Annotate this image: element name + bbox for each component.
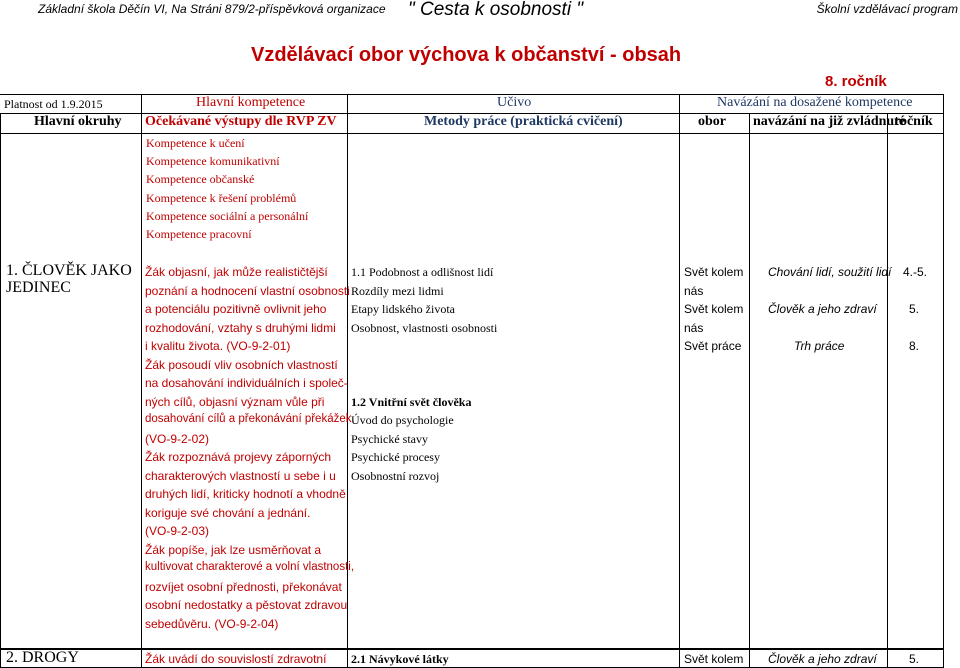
expected-outcome: a potenciálu pozitivně ovlivnit jeho [145, 302, 327, 316]
curriculum-item: 1.2 Vnitřní svět člověka [351, 395, 472, 409]
header-link-achieved: navázání na již zvládnuté [753, 114, 906, 129]
link-grade: 4.-5. [903, 265, 928, 279]
link-subject: nás [684, 284, 704, 298]
competence-item: Kompetence k učení [146, 136, 245, 150]
header-grade: ročník [894, 114, 933, 129]
link-topic: Člověk a jeho zdraví [768, 302, 877, 316]
link-subject: Svět kolem [684, 265, 744, 279]
curriculum-item: Rozdíly mezi lidmi [351, 284, 444, 298]
link-subject: Svět kolem [684, 302, 744, 316]
link-subject: nás [684, 321, 704, 335]
competence-item: Kompetence pracovní [146, 227, 252, 241]
expected-outcome: sebedůvěru. (VO-9-2-04) [145, 617, 279, 631]
expected-outcome: rozhodování, vztahy s druhými lidmi [145, 321, 336, 335]
curriculum-item: 2.1 Návykové látky [351, 652, 449, 666]
link-topic: Člověk a jeho zdraví [768, 652, 877, 666]
header-key-competences: Hlavní kompetence [196, 95, 306, 110]
expected-outcome: Žák popíše, jak lze usměrňovat a [145, 543, 322, 557]
competence-item: Kompetence občanské [146, 172, 255, 186]
school-name: Základní škola Děčín VI, Na Stráni 879/2-příspěvková organizace [38, 2, 386, 16]
section-title: 1. ČLOVĚK JAKO [6, 262, 132, 279]
grade-label: 8. ročník [825, 73, 887, 90]
link-subject: Svět kolem [684, 652, 744, 666]
curriculum-item: Etapy lidského života [351, 302, 455, 316]
valid-from: Platnost od 1.9.2015 [4, 97, 103, 111]
curriculum-item: Psychické stavy [351, 432, 428, 446]
expected-outcome: ných cílů, objasní význam vůle při [145, 395, 325, 409]
competence-item: Kompetence sociální a personální [146, 209, 309, 223]
expected-outcome: i kvalitu života. (VO-9-2-01) [145, 339, 291, 353]
expected-outcome: (VO-9-2-03) [145, 524, 210, 538]
expected-outcome: rozvíjet osobní přednosti, překonávat [145, 580, 342, 594]
curriculum-item: Úvod do psychologie [351, 413, 454, 427]
header-expected-outcomes: Očekávané výstupy dle RVP ZV [145, 114, 337, 129]
expected-outcome: charakterových vlastností u sebe i u [145, 469, 336, 483]
header-methods: Metody práce (praktická cvičení) [424, 114, 623, 129]
expected-outcome: kultivovat charakterové a volní vlastnosti, [145, 561, 355, 573]
link-topic: Chování lidí, soužití lidí [768, 265, 892, 279]
expected-outcome: (VO-9-2-02) [145, 432, 210, 446]
link-grade: 5. [909, 652, 920, 666]
competence-item: Kompetence k řešení problémů [146, 191, 297, 205]
expected-outcome: Žák objasní, jak může realističtější [145, 265, 328, 279]
section-title: JEDINEC [6, 279, 71, 296]
header-links: Navázání na dosažené kompetence [717, 95, 913, 110]
link-topic: Trh práce [794, 339, 845, 353]
competence-item: Kompetence komunikativní [146, 154, 280, 168]
program-type: Školní vzdělávací program [816, 2, 958, 16]
expected-outcome: dosahování cílů a překonávání překážek. [145, 413, 355, 425]
program-name: " Cesta k osobnosti " [408, 0, 584, 20]
expected-outcome: Žák posoudí vliv osobních vlastností [145, 358, 338, 372]
expected-outcome: koriguje své chování a jednání. [145, 506, 311, 520]
link-grade: 8. [909, 339, 920, 353]
expected-outcome: poznání a hodnocení vlastní osobnosti [145, 284, 350, 298]
section-title: 2. DROGY [6, 649, 79, 666]
expected-outcome: osobní nedostatky a pěstovat zdravou [145, 598, 348, 612]
curriculum-item: Osobnost, vlastnosti osobnosti [351, 321, 498, 335]
expected-outcome: druhých lidí, kriticky hodnotí a vhodně [145, 487, 346, 501]
curriculum-item: Psychické procesy [351, 450, 440, 464]
link-subject: Svět práce [684, 339, 742, 353]
link-grade: 5. [909, 302, 920, 316]
expected-outcome: Žák rozpoznává projevy záporných [145, 450, 332, 464]
header-curriculum: Učivo [497, 95, 532, 110]
header-subject: obor [698, 114, 726, 129]
expected-outcome: Žák uvádí do souvislostí zdravotní [145, 652, 327, 666]
expected-outcome: na dosahování individuálních i společ- [145, 376, 348, 390]
curriculum-item: Osobnostní rozvoj [351, 469, 440, 483]
page-title: Vzdělávací obor výchova k občanství - obsah [251, 44, 682, 66]
curriculum-item: 1.1 Podobnost a odlišnost lidí [351, 265, 494, 279]
header-main-areas: Hlavní okruhy [34, 114, 122, 129]
